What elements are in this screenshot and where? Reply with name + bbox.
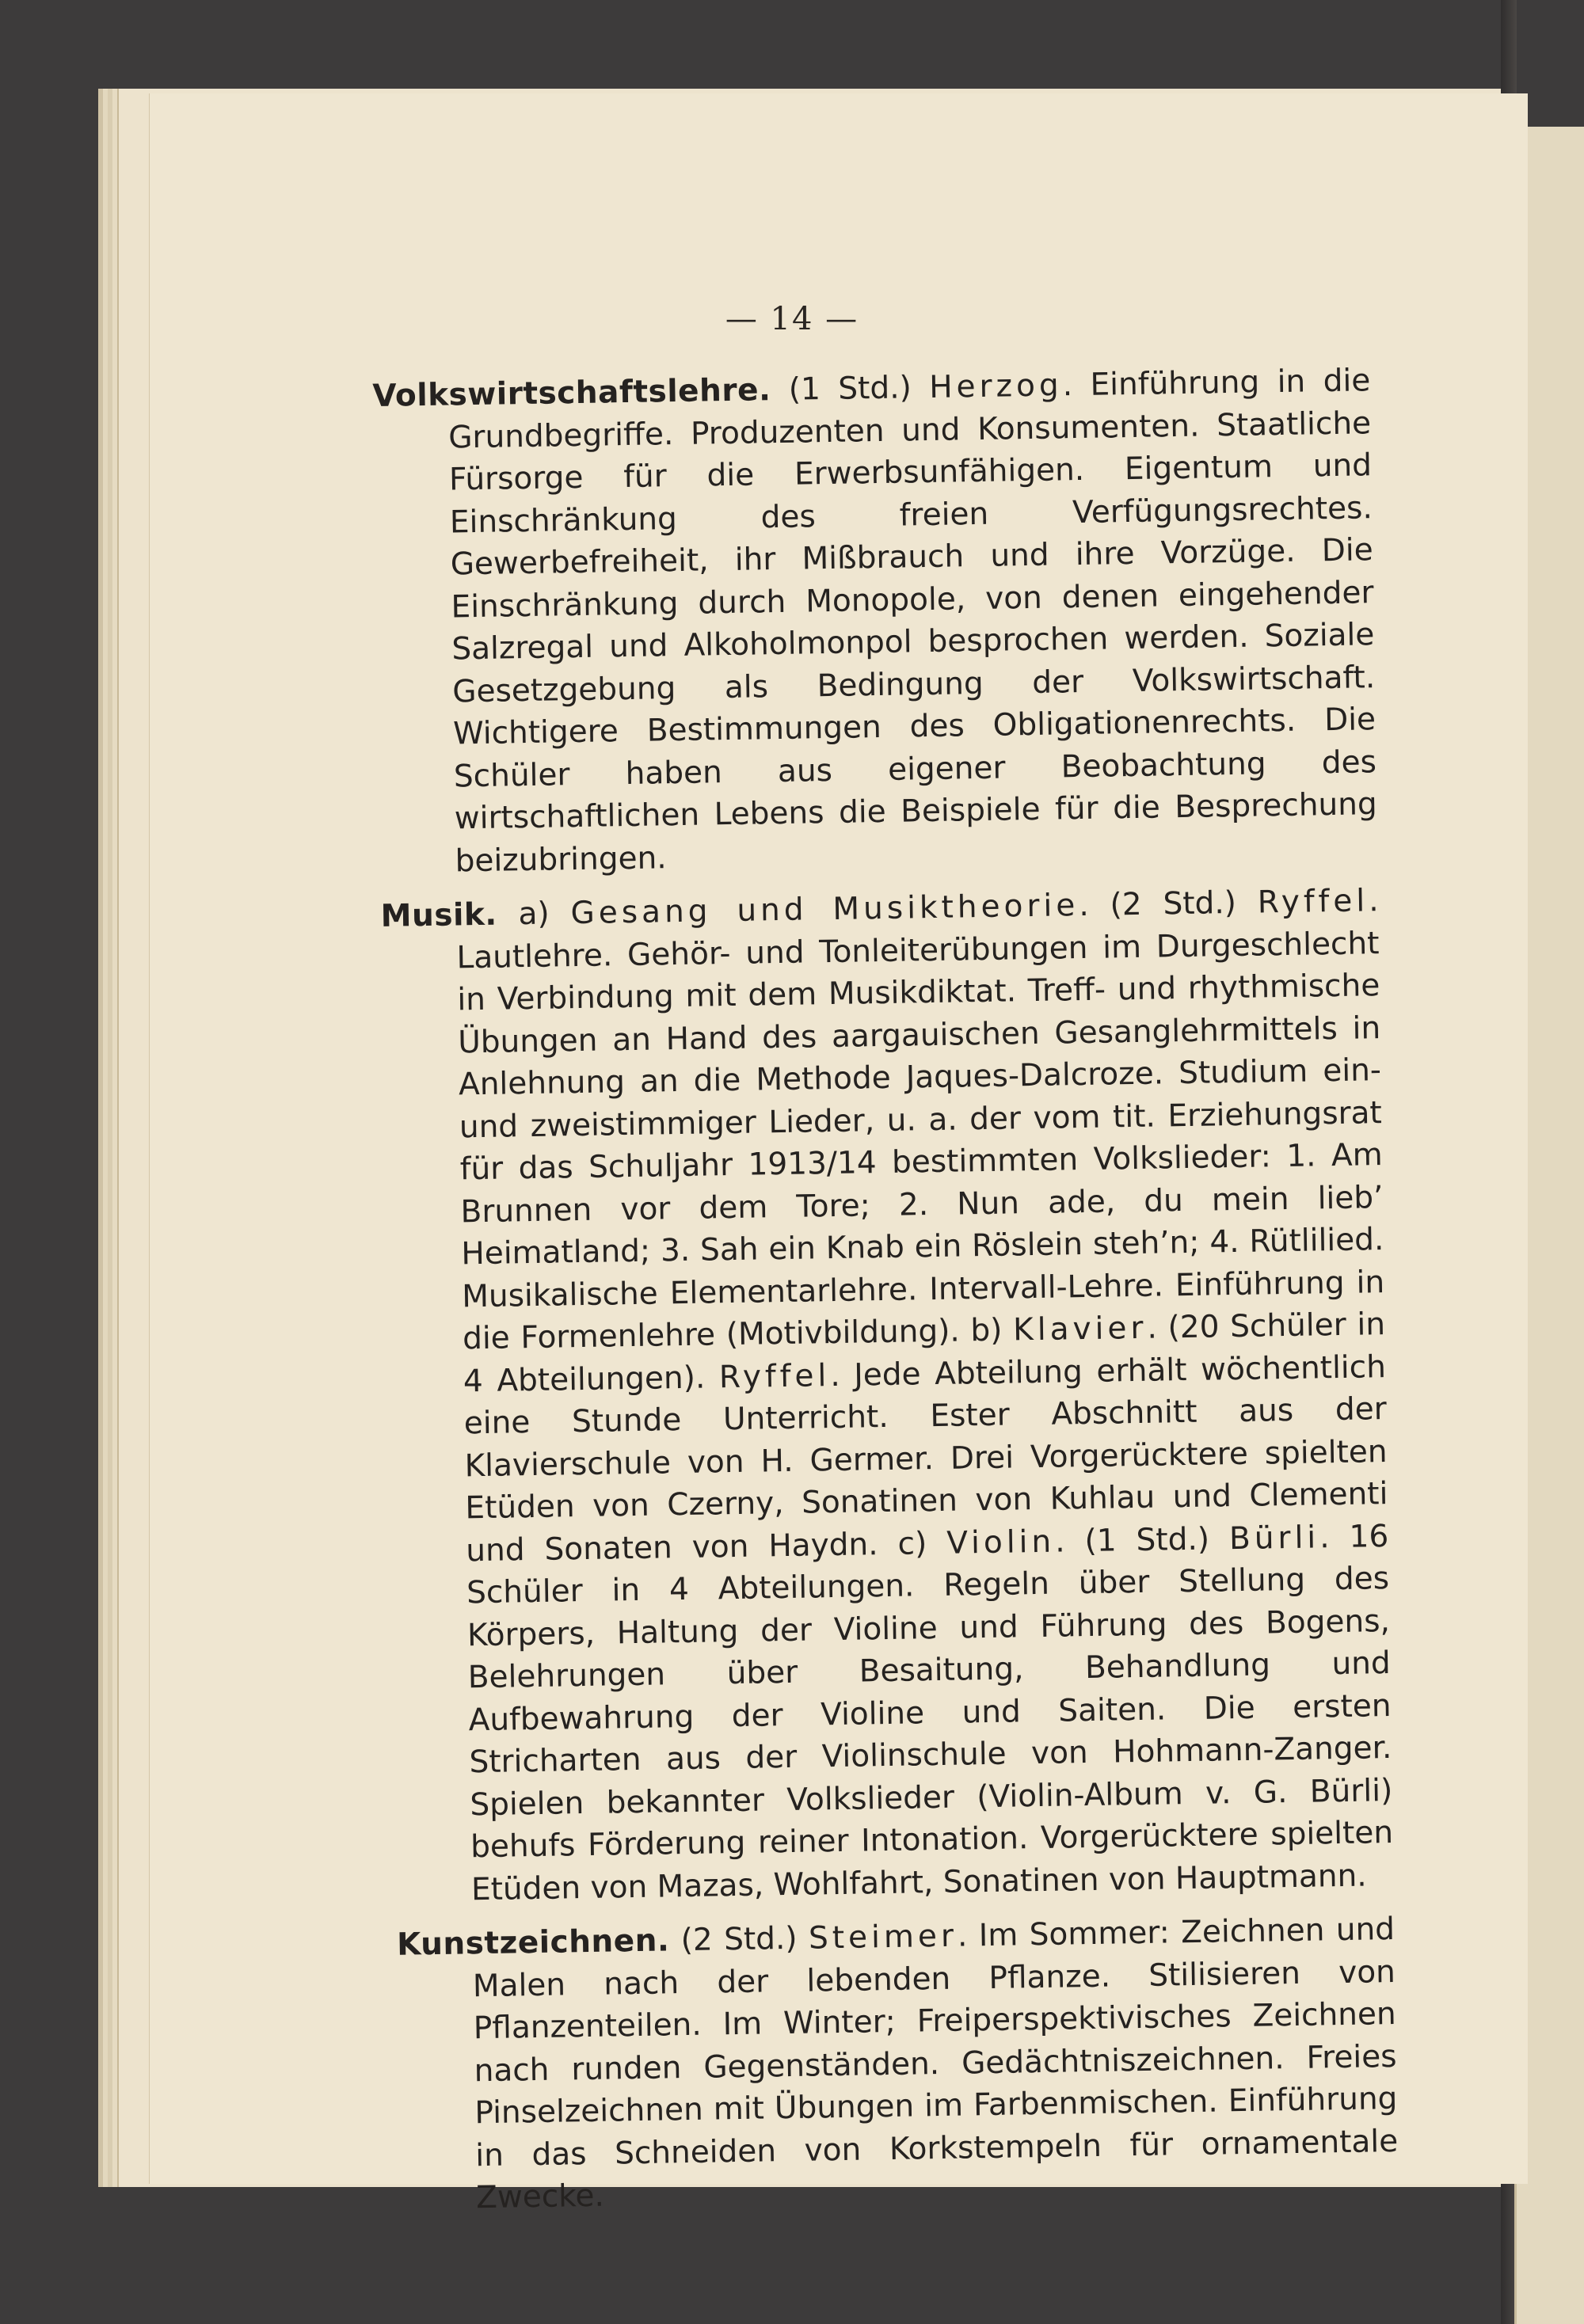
section-text: . Im Sommer: Zeichnen und Malen nach der lebenden Pflanze. Stilisieren von Pflanzenteilen. Im Winter; Freiperspektivisches Zeichnen nach runden Gegenständen. Gedächtniszeichnen. Freies Pinselzeichnen mit Übungen im Farbenmischen. Einführung in das Schneiden von Korkstempeln für ornamentale Zwecke. xyxy=(472,1911,1399,2216)
section-heading: Musik. xyxy=(380,896,497,934)
section-heading: Kunstzeichnen. xyxy=(396,1923,670,1963)
music-part-a-text: . Lautlehre. Gehör- und Tonleiterübungen im Durgeschlecht in Verbindung mit dem Musikdiktat. Treff- und rhythmische Übungen an Hand des aargauischen Gesanglehrmittels in Anlehnung an die Methode Jaques-Dalcroze. Studium ein- und zweistimmiger Lieder, u. a. der vom tit. Erziehungsrat für das Schuljahr 1913/14 bestimmten Volkslieder: 1. Am Brunnen vor dem Tore; 2. Nun ade, du mein lieb’ Heimatland; 3. Sah ein Knab ein Röslein steh’n; 4. Rütlilied. Musikalische Elementarlehre. Intervall-Lehre. Einführung in die Formenlehre (Motivbildung). b) xyxy=(456,883,1385,1357)
section-musik xyxy=(380,880,1394,1912)
page-body xyxy=(372,359,1399,2232)
music-part-c-text: . 16 Schüler in 4 Abteilungen. Regeln über Stellung des Körpers, Haltung der Violine und Führung des Bogens, Belehrungen über Besaitung, Behandlung und Aufbewahrung der Violine und Saiten. Die ersten Stricharten aus der Violinschule von Hohmann-Zanger. Spielen bekannter Volkslieder (Violin-Album v. G. Bürli) behufs Förderung reiner Intonation. Vorgerücktere spielten Etüden von Mazas, Wohlfahrt, Sonatinen von Hauptmann. xyxy=(466,1518,1394,1908)
music-part-b-title: Klavier xyxy=(1012,1310,1148,1348)
section-hours: (2 Std.) xyxy=(668,1920,809,1959)
music-part-b-teacher: Ryffel xyxy=(718,1357,831,1395)
music-part-b-text: . Jede Abteilung erhält wöchentlich eine Stunde Unterricht. Ester Abschnitt aus der Klavierschule von H. Germer. Drei Vorgerücktere spielten Etüden von Czerny, Sonatinen von Kuhlau und Clementi und Sonaten von Haydn. c) xyxy=(463,1348,1388,1569)
music-part-a-title: Gesang und Musiktheorie xyxy=(570,888,1079,932)
section-text: . Einführung in die Grundbegriffe. Produzenten und Konsumenten. Staatliche Fürsorge für die Erwerbsunfähigen. Eigentum und Einschränkung des freien Verfügungsrechtes. Gewerbefreiheit, ihr Mißbrauch und ihre Vorzüge. Die Einschränkung durch Monopole, von denen eingehender Salzregal und Alkoholmonpol besprochen werden. Soziale Gesetzgebung als Bedingung der Volkswirtschaft. Wichtigere Bestimmungen des Obligationenrechts. Die Schüler haben aus eigener Beobachtung des wirtschaftlichen Lebens die Beispiele für die Besprechung beizubringen. xyxy=(447,363,1378,879)
section-teacher: Steimer xyxy=(808,1918,958,1957)
music-part-c-title: Violin xyxy=(946,1523,1056,1561)
music-part-c-teacher: Bürli xyxy=(1228,1519,1320,1557)
page-number: — 14 — xyxy=(725,301,859,337)
music-part-a-teacher: Ryffel xyxy=(1257,883,1369,921)
section-teacher: Herzog xyxy=(928,367,1064,405)
section-heading: Volkswirtschaftslehre. xyxy=(372,372,771,414)
music-part-a-hours: . (2 Std.) xyxy=(1078,884,1258,924)
music-part-c-hours: . (1 Std.) xyxy=(1054,1520,1230,1560)
section-kunstzeichnen xyxy=(397,1908,1399,2220)
section-volkswirtschaftslehre xyxy=(372,359,1378,884)
section-hours: (1 Std.) xyxy=(770,369,930,409)
music-part-b-hours: . (20 Schüler in 4 Abteilungen). xyxy=(463,1307,1386,1399)
music-part-a-prefix: a) xyxy=(497,896,571,933)
